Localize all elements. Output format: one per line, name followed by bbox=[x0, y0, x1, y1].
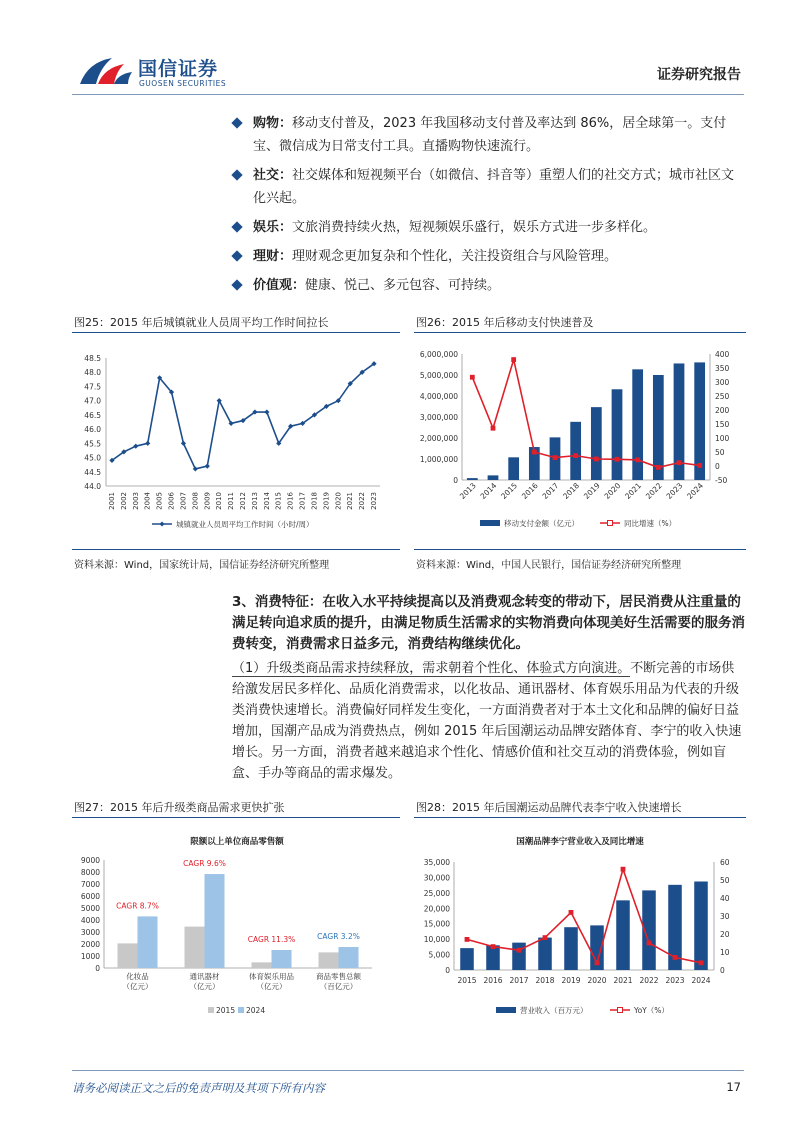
y-left-tick-label: 25,000 bbox=[423, 888, 450, 898]
y-tick-label: 4000 bbox=[80, 916, 100, 925]
y-tick-label: 9000 bbox=[80, 856, 100, 865]
y-left-tick-label: 15,000 bbox=[423, 919, 450, 929]
data-point bbox=[465, 937, 470, 942]
paragraph-body: 不断完善的市场供给激发居民多样化、品质化消费需求，以化妆品、通讯器材、体育娱乐用品为代表的升级类消费快速增长。消费偏好同样发生变化，一方面消费者对于本土文化和品牌的偏好日益增加，国潮产品成为消费热点，例如 2015 年后国潮运动品牌安踏体育、李宁的收入快速增长。另一方面，消费者越来越追求个性化、情感价值和社交互动的消费体验，例如盲盒、手办等商品的需求爆发。 bbox=[232, 661, 742, 781]
x-tick-label: 2021 bbox=[613, 976, 633, 985]
legend-marker bbox=[160, 522, 165, 527]
diamond-bullet-icon bbox=[231, 221, 242, 232]
x-tick-label: 商品零售总额 bbox=[316, 972, 361, 981]
section-paragraph bbox=[232, 658, 747, 784]
legend-swatch-2015 bbox=[208, 1007, 214, 1013]
x-tick-label: 2016 bbox=[519, 481, 540, 501]
series-line bbox=[112, 364, 374, 469]
x-tick-label: 2022 bbox=[643, 481, 664, 501]
x-tick-label: 2020 bbox=[587, 976, 607, 985]
x-tick-unit: （百亿元） bbox=[319, 982, 358, 991]
data-point bbox=[656, 465, 661, 470]
y-tick-label: 1000 bbox=[80, 952, 100, 961]
y-right-tick-label: 60 bbox=[720, 858, 730, 867]
footer-disclaimer: 请务必阅读正文之后的免责声明及其项下所有内容 bbox=[72, 1081, 325, 1095]
bar bbox=[488, 475, 499, 480]
cagr-annotation: CAGR 9.6% bbox=[183, 859, 226, 869]
x-tick-label: 2004 bbox=[143, 492, 152, 510]
y-tick-label: 45.5 bbox=[84, 439, 101, 449]
bar bbox=[564, 927, 578, 970]
y-tick-label: 5000 bbox=[80, 904, 100, 913]
x-tick-label: 2014 bbox=[262, 492, 271, 510]
fig25-source: 资料来源：Wind，国家统计局，国信证券经济研究所整理 bbox=[74, 560, 330, 571]
legend-label: 2024 bbox=[246, 1006, 266, 1015]
legend-label: 移动支付金额（亿元） bbox=[504, 519, 579, 528]
footer-divider bbox=[72, 1070, 744, 1071]
y-right-tick-label: 200 bbox=[715, 406, 730, 415]
bar bbox=[591, 407, 602, 480]
data-point bbox=[615, 457, 620, 462]
data-point bbox=[699, 960, 704, 965]
legend-bar-swatch bbox=[480, 520, 500, 526]
y-tick-label: 6000 bbox=[80, 892, 100, 901]
y-left-tick-label: 3,000,000 bbox=[419, 413, 458, 422]
cagr-annotation: CAGR 11.3% bbox=[247, 935, 296, 944]
bullet-text: 文旅消费持续火热，短视频娱乐盛行，娱乐方式进一步多样化。 bbox=[292, 220, 657, 235]
y-tick-label: 44.0 bbox=[84, 482, 101, 491]
bullet-item bbox=[232, 274, 747, 297]
section-heading: 3、消费特征：在收入水平持续提高以及消费观念转变的带动下，居民消费从注重量的满足转向追求质的提升，由满足物质生活需求的实物消费向体现美好生活需要的服务消费转变，消费需求日益多元，消费结构继续优化。 bbox=[232, 594, 745, 652]
chart-title: 国潮品牌李宁营业收入及同比增速 bbox=[516, 837, 644, 847]
bullet-text: 健康、悦己、多元包容、可持续。 bbox=[305, 278, 501, 293]
y-right-tick-label: 0 bbox=[720, 966, 725, 975]
x-tick-label: 2015 bbox=[274, 492, 283, 510]
x-tick-label: 2024 bbox=[691, 976, 711, 985]
bullet-term: 购物： bbox=[253, 116, 293, 131]
y-right-tick-label: 150 bbox=[715, 420, 730, 429]
y-left-tick-label: 6,000,000 bbox=[419, 350, 458, 359]
x-tick-label: 2006 bbox=[167, 492, 176, 510]
y-tick-label: 46.0 bbox=[84, 425, 101, 435]
chart-title: 限额以上单位商品零售额 bbox=[190, 837, 284, 847]
x-tick-label: 2019 bbox=[581, 481, 602, 501]
bar-2024 bbox=[205, 874, 225, 968]
data-point bbox=[511, 357, 516, 362]
guosen-logo-icon bbox=[78, 54, 134, 88]
bar bbox=[632, 369, 643, 480]
y-right-tick-label: 40 bbox=[720, 894, 730, 903]
bullet-term: 理财： bbox=[253, 249, 293, 264]
chart-mobile-payment bbox=[414, 340, 746, 540]
y-tick-label: 48.0 bbox=[84, 368, 101, 378]
data-point bbox=[621, 867, 626, 872]
y-right-tick-label: 250 bbox=[715, 392, 730, 401]
legend-label: 营业收入（百万元） bbox=[520, 1006, 588, 1015]
fig28-title: 图28：2015 年后国潮运动品牌代表李宁收入快速增长 bbox=[416, 801, 682, 814]
legend-swatch-2024 bbox=[238, 1007, 244, 1013]
x-tick-label: 2011 bbox=[227, 492, 236, 510]
data-point bbox=[647, 941, 652, 946]
bullet-text: 理财观念更加复杂和个性化，关注投资组合与风险管理。 bbox=[292, 249, 618, 264]
y-left-tick-label: 35,000 bbox=[423, 858, 450, 867]
y-right-tick-label: -50 bbox=[715, 476, 728, 485]
chart-work-hours bbox=[72, 340, 402, 540]
data-point bbox=[145, 441, 150, 446]
bullet-list bbox=[232, 112, 747, 303]
diamond-bullet-icon bbox=[231, 169, 242, 180]
bullet-item bbox=[232, 164, 747, 210]
y-right-tick-label: 50 bbox=[720, 876, 730, 885]
cagr-annotation: CAGR 3.2% bbox=[317, 932, 360, 941]
y-left-tick-label: 5,000,000 bbox=[419, 371, 458, 380]
y-tick-label: 45.0 bbox=[84, 453, 101, 463]
y-tick-label: 3000 bbox=[80, 928, 100, 937]
bar-2015 bbox=[319, 952, 339, 968]
y-tick-label: 44.5 bbox=[84, 467, 101, 477]
x-tick-label: 2016 bbox=[286, 492, 295, 510]
x-tick-label: 2018 bbox=[561, 481, 582, 501]
x-tick-label: 通讯器材 bbox=[189, 972, 220, 981]
x-tick-label: 2022 bbox=[358, 492, 367, 510]
x-tick-unit: （亿元） bbox=[256, 982, 287, 991]
bullet-term: 娱乐： bbox=[253, 220, 293, 235]
y-tick-label: 2000 bbox=[80, 940, 100, 949]
x-tick-label: 2021 bbox=[346, 492, 355, 510]
x-tick-label: 2021 bbox=[623, 481, 644, 501]
x-tick-label: 2005 bbox=[155, 492, 164, 510]
bar bbox=[508, 457, 519, 480]
y-right-tick-label: 300 bbox=[715, 378, 730, 387]
bullet-item bbox=[232, 216, 747, 239]
bar bbox=[612, 389, 623, 480]
y-right-tick-label: 10 bbox=[720, 948, 730, 957]
x-tick-label: 2001 bbox=[107, 492, 116, 510]
x-tick-label: 2017 bbox=[298, 492, 307, 510]
bar bbox=[460, 948, 474, 970]
data-point bbox=[569, 910, 574, 915]
bar bbox=[467, 478, 478, 480]
data-point bbox=[635, 457, 640, 462]
bar bbox=[538, 938, 552, 970]
y-left-tick-label: 4,000,000 bbox=[419, 392, 458, 401]
growth-line bbox=[472, 360, 699, 468]
data-point bbox=[677, 460, 682, 465]
bar bbox=[694, 882, 708, 970]
data-point bbox=[532, 450, 537, 455]
bar bbox=[570, 422, 581, 480]
chart-upgrade-retail bbox=[72, 826, 402, 1026]
y-tick-label: 48.5 bbox=[84, 354, 101, 363]
data-point bbox=[470, 375, 475, 380]
cagr-annotation: CAGR 8.7% bbox=[116, 901, 159, 911]
y-left-tick-label: 1,000,000 bbox=[419, 455, 458, 464]
y-tick-label: 47.0 bbox=[84, 396, 101, 406]
sub-heading: （1）升级类商品需求持续释放，需求朝着个性化、体验式方向演进。 bbox=[232, 661, 631, 676]
x-tick-label: 体育娱乐用品 bbox=[249, 972, 294, 981]
x-tick-label: 2003 bbox=[131, 492, 140, 510]
diamond-bullet-icon bbox=[231, 250, 242, 261]
bullet-term: 社交： bbox=[253, 168, 293, 183]
fig25-title: 图25：2015 年后城镇就业人员周平均工作时间拉长 bbox=[74, 316, 329, 329]
y-left-tick-label: 0 bbox=[445, 966, 450, 975]
data-point bbox=[133, 444, 138, 449]
x-tick-label: 2008 bbox=[191, 492, 200, 510]
legend-marker bbox=[608, 521, 613, 526]
y-right-tick-label: 0 bbox=[715, 462, 720, 471]
bar bbox=[616, 900, 630, 970]
legend-label: YoY（%） bbox=[634, 1006, 669, 1015]
y-left-tick-label: 20,000 bbox=[423, 904, 450, 914]
x-tick-label: 2007 bbox=[179, 492, 188, 510]
chart-li-ning-revenue bbox=[414, 826, 746, 1026]
x-tick-label: 2020 bbox=[334, 492, 343, 510]
brand-name-cn: 国信证券 bbox=[138, 58, 219, 80]
y-tick-label: 46.5 bbox=[84, 410, 101, 420]
data-point bbox=[573, 453, 578, 458]
legend-marker bbox=[618, 1008, 623, 1013]
legend-label: 同比增速（%） bbox=[624, 519, 677, 528]
bar-2015 bbox=[118, 943, 138, 968]
x-tick-label: 2023 bbox=[665, 976, 685, 985]
x-tick-label: 2023 bbox=[370, 492, 379, 510]
fig26-bottom-rule bbox=[414, 549, 746, 550]
fig25-rule bbox=[72, 332, 400, 333]
data-point bbox=[594, 457, 599, 462]
x-tick-label: 2010 bbox=[215, 492, 224, 510]
bar-2024 bbox=[272, 950, 292, 968]
bar-2015 bbox=[252, 962, 272, 968]
x-tick-label: 2002 bbox=[119, 492, 128, 510]
data-point bbox=[264, 409, 269, 414]
x-tick-label: 化妆品 bbox=[126, 972, 149, 981]
x-tick-label: 2016 bbox=[483, 976, 503, 985]
bar bbox=[512, 943, 526, 970]
fig25-bottom-rule bbox=[72, 549, 400, 550]
fig27-title: 图27：2015 年后升级类商品需求更快扩张 bbox=[74, 801, 285, 814]
bullet-item bbox=[232, 245, 747, 268]
x-tick-label: 2013 bbox=[457, 481, 478, 501]
page-number: 17 bbox=[726, 1080, 741, 1094]
y-right-tick-label: 50 bbox=[715, 448, 725, 457]
x-tick-label: 2017 bbox=[509, 976, 529, 985]
diamond-bullet-icon bbox=[231, 117, 242, 128]
y-right-tick-label: 20 bbox=[720, 930, 730, 939]
data-point bbox=[205, 463, 210, 468]
x-tick-label: 2019 bbox=[561, 976, 581, 985]
yoy-line bbox=[467, 869, 701, 963]
x-tick-label: 2020 bbox=[602, 481, 623, 501]
legend-label: 2015 bbox=[216, 1006, 236, 1015]
x-tick-label: 2017 bbox=[540, 481, 561, 501]
bullet-text: 社交媒体和短视频平台（如微信、抖音等）重塑人们的社交方式；城市社区文化兴起。 bbox=[253, 168, 735, 206]
data-point bbox=[673, 955, 678, 960]
data-point bbox=[517, 948, 522, 953]
data-point bbox=[181, 441, 186, 446]
fig26-rule bbox=[414, 332, 746, 333]
bullet-item bbox=[232, 112, 747, 158]
y-left-tick-label: 0 bbox=[453, 476, 458, 485]
x-tick-unit: （亿元） bbox=[189, 982, 220, 991]
bar bbox=[653, 375, 664, 480]
x-tick-label: 2024 bbox=[685, 481, 706, 501]
y-right-tick-label: 400 bbox=[715, 350, 730, 359]
data-point bbox=[543, 935, 548, 940]
diamond-bullet-icon bbox=[231, 279, 242, 290]
x-tick-label: 2012 bbox=[239, 492, 247, 510]
y-right-tick-label: 100 bbox=[715, 434, 730, 443]
fig28-rule bbox=[414, 817, 746, 818]
legend-bar-swatch bbox=[496, 1007, 516, 1013]
x-tick-label: 2013 bbox=[250, 492, 259, 510]
y-left-tick-label: 2,000,000 bbox=[419, 434, 458, 443]
x-tick-label: 2018 bbox=[535, 976, 555, 985]
data-point bbox=[491, 944, 496, 949]
x-tick-label: 2014 bbox=[478, 481, 499, 501]
bar bbox=[694, 362, 705, 480]
x-tick-label: 2015 bbox=[457, 976, 477, 985]
fig27-rule bbox=[72, 817, 400, 818]
x-tick-label: 2022 bbox=[639, 976, 659, 985]
data-point bbox=[491, 426, 496, 431]
y-tick-label: 8000 bbox=[80, 868, 100, 877]
x-tick-label: 2023 bbox=[664, 481, 685, 501]
brand-name-en: GUOSEN SECURITIES bbox=[139, 79, 227, 88]
y-tick-label: 7000 bbox=[80, 880, 100, 889]
y-right-tick-label: 30 bbox=[720, 912, 730, 921]
bullet-text: 移动支付普及，2023 年我国移动支付普及率达到 86%，居全球第一。支付宝、微信成为日常支付工具。直播购物快速流行。 bbox=[253, 116, 727, 154]
x-tick-unit: （亿元） bbox=[122, 982, 153, 991]
bar-2015 bbox=[185, 927, 205, 968]
x-tick-label: 2009 bbox=[203, 492, 212, 510]
data-point bbox=[697, 463, 702, 468]
bar-2024 bbox=[339, 947, 359, 968]
y-left-tick-label: 5,000 bbox=[428, 950, 450, 960]
y-left-tick-label: 10,000 bbox=[423, 935, 450, 945]
data-point bbox=[553, 455, 558, 460]
fig26-source: 资料来源：Wind，中国人民银行，国信证券经济研究所整理 bbox=[416, 560, 682, 571]
header-divider bbox=[72, 94, 744, 95]
y-right-tick-label: 350 bbox=[715, 364, 730, 373]
bullet-term: 价值观： bbox=[253, 278, 306, 293]
y-tick-label: 0 bbox=[95, 964, 100, 973]
x-tick-label: 2019 bbox=[322, 492, 331, 510]
data-point bbox=[595, 960, 600, 965]
fig26-title: 图26：2015 年后移动支付快速普及 bbox=[416, 316, 594, 329]
y-tick-label: 47.5 bbox=[84, 382, 101, 392]
legend-label: 城镇就业人员周平均工作时间（小时/周） bbox=[176, 520, 314, 529]
y-left-tick-label: 30,000 bbox=[423, 873, 450, 883]
data-point bbox=[193, 466, 198, 471]
bar-2024 bbox=[138, 916, 158, 968]
report-type: 证券研究报告 bbox=[657, 67, 741, 83]
x-tick-label: 2018 bbox=[310, 492, 319, 510]
x-tick-label: 2015 bbox=[499, 481, 520, 501]
